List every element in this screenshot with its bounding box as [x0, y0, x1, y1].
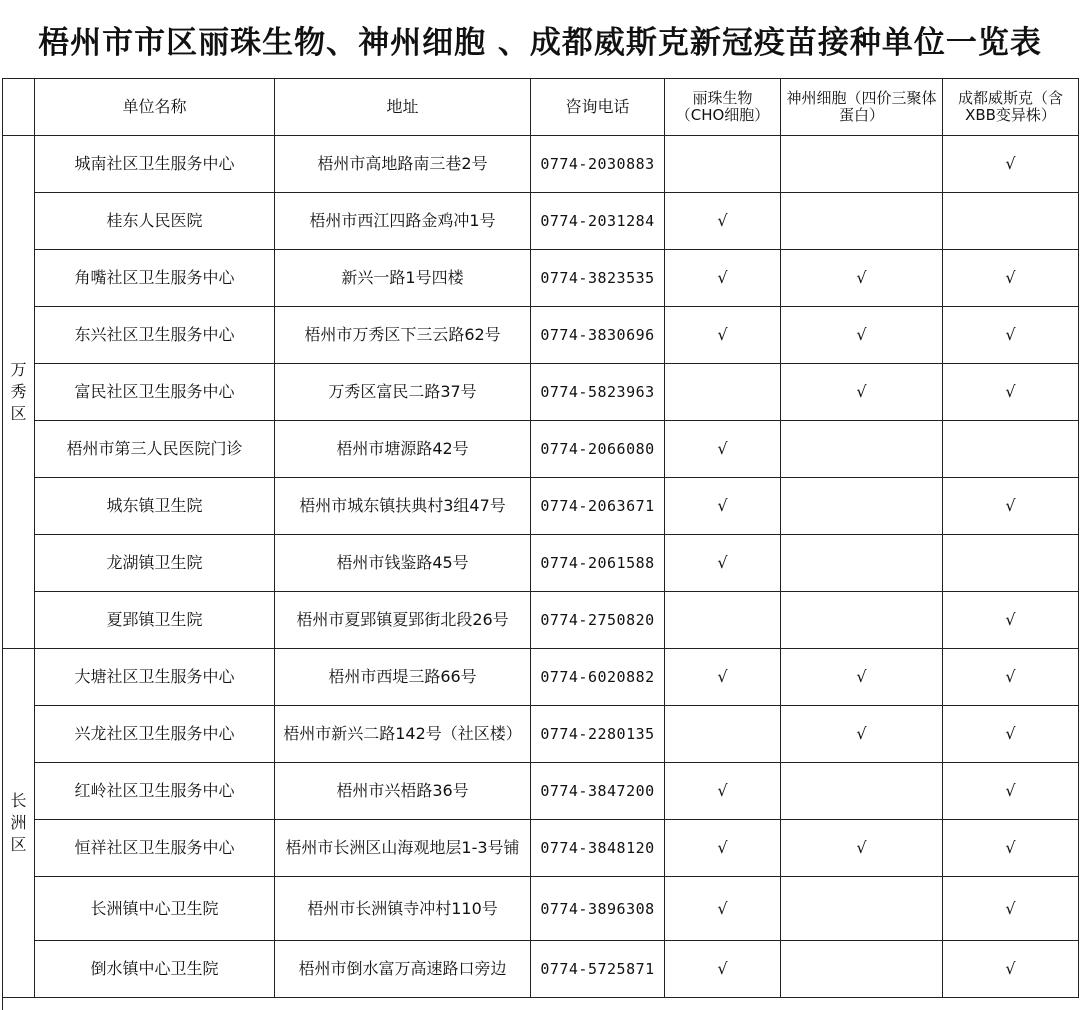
- shenzhou-check-cell: [781, 478, 943, 535]
- table-row: [3, 193, 1079, 250]
- shenzhou-check-cell: √: [781, 820, 943, 877]
- lizhu-check-cell: [665, 592, 781, 649]
- address-cell: 万秀区富民二路37号: [275, 364, 531, 421]
- phone-cell: 0774-6020882: [531, 649, 665, 706]
- phone-cell: 0774-2066080: [531, 421, 665, 478]
- header-lizhu: 丽珠生物（CHO细胞）: [665, 79, 781, 136]
- table-trailing-edge: [2, 992, 1078, 1010]
- shenzhou-check-cell: √: [781, 307, 943, 364]
- table-header-row: [3, 79, 1079, 136]
- unit-name-cell: 梧州市第三人民医院门诊: [35, 421, 275, 478]
- header-unit-name: 单位名称: [35, 79, 275, 136]
- address-cell: 梧州市倒水富万高速路口旁边: [275, 941, 531, 998]
- unit-name-cell: 东兴社区卫生服务中心: [35, 307, 275, 364]
- table-row: [3, 763, 1079, 820]
- header-address: 地址: [275, 79, 531, 136]
- phone-cell: 0774-3830696: [531, 307, 665, 364]
- shenzhou-check-cell: √: [781, 364, 943, 421]
- weisike-check-cell: [943, 535, 1079, 592]
- lizhu-check-cell: √: [665, 478, 781, 535]
- table-row: [3, 421, 1079, 478]
- lizhu-check-cell: √: [665, 250, 781, 307]
- vaccination-sites-table: [2, 78, 1079, 998]
- unit-name-cell: 富民社区卫生服务中心: [35, 364, 275, 421]
- shenzhou-check-cell: [781, 763, 943, 820]
- district-char: 秀: [10, 382, 27, 401]
- address-cell: 新兴一路1号四楼: [275, 250, 531, 307]
- unit-name-cell: 恒祥社区卫生服务中心: [35, 820, 275, 877]
- shenzhou-check-cell: [781, 136, 943, 193]
- table-row: [3, 535, 1079, 592]
- page-title: 梧州市市区丽珠生物、神州细胞 、成都威斯克新冠疫苗接种单位一览表: [38, 24, 1042, 61]
- unit-name-cell: 夏郢镇卫生院: [35, 592, 275, 649]
- table-row: [3, 250, 1079, 307]
- weisike-check-cell: √: [943, 478, 1079, 535]
- shenzhou-check-cell: [781, 193, 943, 250]
- shenzhou-check-cell: [781, 941, 943, 998]
- weisike-check-cell: √: [943, 592, 1079, 649]
- weisike-check-cell: √: [943, 649, 1079, 706]
- address-cell: 梧州市万秀区下三云路62号: [275, 307, 531, 364]
- table-row: [3, 136, 1079, 193]
- unit-name-cell: 城南社区卫生服务中心: [35, 136, 275, 193]
- district-cell: [3, 136, 35, 649]
- address-cell: 梧州市长洲镇寺冲村110号: [275, 877, 531, 941]
- table-row: [3, 592, 1079, 649]
- weisike-check-cell: √: [943, 307, 1079, 364]
- lizhu-check-cell: √: [665, 877, 781, 941]
- address-cell: 梧州市高地路南三巷2号: [275, 136, 531, 193]
- lizhu-check-cell: √: [665, 535, 781, 592]
- address-cell: 梧州市钱鉴路45号: [275, 535, 531, 592]
- header-phone: 咨询电话: [531, 79, 665, 136]
- lizhu-check-cell: √: [665, 307, 781, 364]
- district-char: 长: [10, 791, 27, 810]
- shenzhou-check-cell: √: [781, 706, 943, 763]
- table-row: [3, 478, 1079, 535]
- weisike-check-cell: [943, 193, 1079, 250]
- lizhu-check-cell: √: [665, 649, 781, 706]
- address-cell: 梧州市城东镇扶典村3组47号: [275, 478, 531, 535]
- lizhu-check-cell: √: [665, 193, 781, 250]
- weisike-check-cell: √: [943, 820, 1079, 877]
- phone-cell: 0774-2031284: [531, 193, 665, 250]
- weisike-check-cell: √: [943, 706, 1079, 763]
- address-cell: 梧州市夏郢镇夏郢街北段26号: [275, 592, 531, 649]
- lizhu-check-cell: √: [665, 820, 781, 877]
- district-char: 洲: [10, 813, 27, 832]
- phone-cell: 0774-2280135: [531, 706, 665, 763]
- table-row: [3, 706, 1079, 763]
- lizhu-check-cell: [665, 136, 781, 193]
- address-cell: 梧州市新兴二路142号（社区楼）: [275, 706, 531, 763]
- shenzhou-check-cell: [781, 592, 943, 649]
- table-row: [3, 364, 1079, 421]
- lizhu-check-cell: [665, 706, 781, 763]
- table-row: [3, 941, 1079, 998]
- phone-cell: 0774-3896308: [531, 877, 665, 941]
- district-char: 万: [10, 360, 27, 379]
- shenzhou-check-cell: [781, 535, 943, 592]
- phone-cell: 0774-2750820: [531, 592, 665, 649]
- phone-cell: 0774-2030883: [531, 136, 665, 193]
- table-row: [3, 877, 1079, 941]
- lizhu-check-cell: [665, 364, 781, 421]
- address-cell: 梧州市西堤三路66号: [275, 649, 531, 706]
- unit-name-cell: 桂东人民医院: [35, 193, 275, 250]
- district-char: 区: [10, 404, 27, 423]
- unit-name-cell: 倒水镇中心卫生院: [35, 941, 275, 998]
- unit-name-cell: 城东镇卫生院: [35, 478, 275, 535]
- lizhu-check-cell: √: [665, 941, 781, 998]
- unit-name-cell: 大塘社区卫生服务中心: [35, 649, 275, 706]
- phone-cell: 0774-5823963: [531, 364, 665, 421]
- address-cell: 梧州市塘源路42号: [275, 421, 531, 478]
- unit-name-cell: 红岭社区卫生服务中心: [35, 763, 275, 820]
- unit-name-cell: 长洲镇中心卫生院: [35, 877, 275, 941]
- address-cell: 梧州市西江四路金鸡冲1号: [275, 193, 531, 250]
- header-weisike: 成都威斯克（含XBB变异株）: [943, 79, 1079, 136]
- lizhu-check-cell: √: [665, 763, 781, 820]
- weisike-check-cell: √: [943, 763, 1079, 820]
- unit-name-cell: 角嘴社区卫生服务中心: [35, 250, 275, 307]
- header-district: [3, 79, 35, 136]
- shenzhou-check-cell: √: [781, 649, 943, 706]
- lizhu-check-cell: √: [665, 421, 781, 478]
- phone-cell: 0774-5725871: [531, 941, 665, 998]
- shenzhou-check-cell: [781, 877, 943, 941]
- weisike-check-cell: √: [943, 136, 1079, 193]
- header-shenzhou: 神州细胞（四价三聚体蛋白）: [781, 79, 943, 136]
- address-cell: 梧州市长洲区山海观地层1-3号铺: [275, 820, 531, 877]
- table-row: [3, 820, 1079, 877]
- phone-cell: 0774-3847200: [531, 763, 665, 820]
- table-row: [3, 307, 1079, 364]
- shenzhou-check-cell: [781, 421, 943, 478]
- phone-cell: 0774-3848120: [531, 820, 665, 877]
- unit-name-cell: 兴龙社区卫生服务中心: [35, 706, 275, 763]
- phone-cell: 0774-2061588: [531, 535, 665, 592]
- unit-name-cell: 龙湖镇卫生院: [35, 535, 275, 592]
- shenzhou-check-cell: √: [781, 250, 943, 307]
- weisike-check-cell: √: [943, 250, 1079, 307]
- weisike-check-cell: [943, 421, 1079, 478]
- table-row: [3, 649, 1079, 706]
- district-cell: [3, 649, 35, 998]
- phone-cell: 0774-3823535: [531, 250, 665, 307]
- phone-cell: 0774-2063671: [531, 478, 665, 535]
- weisike-check-cell: √: [943, 364, 1079, 421]
- district-char: 区: [10, 835, 27, 854]
- weisike-check-cell: √: [943, 941, 1079, 998]
- address-cell: 梧州市兴梧路36号: [275, 763, 531, 820]
- weisike-check-cell: √: [943, 877, 1079, 941]
